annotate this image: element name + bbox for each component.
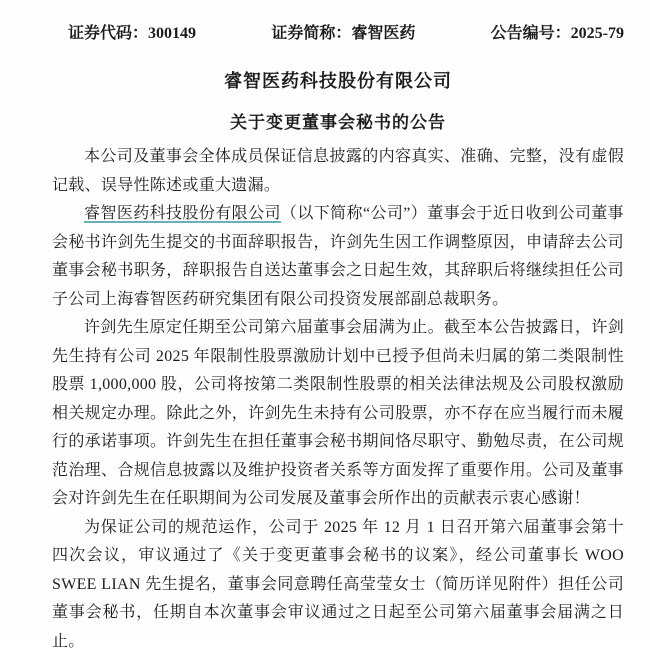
stock-code-value: 300149 (148, 25, 196, 42)
document-header (52, 20, 624, 43)
announcement-body (52, 143, 624, 656)
appointment-paragraph: 为保证公司的规范运作，公司于 2025 年 12 月 1 日召开第六届董事会第十四次会议，审议通过了《关于变更董事会秘书的议案》，经公司董事长 WOO SWEE LIAN 先生提名，董事会同意聘任高莹莹女士（简历详见附件）担任公司董事会秘书，任期自本次董事会审议通过之日起至公司第六届董事会届满之日止。 (52, 514, 624, 656)
shares-paragraph: 许剑先生原定任期至公司第六届董事会届满为止。截至本公告披露日，许剑先生持有公司 2025 年限制性股票激励计划中已授予但尚未归属的第二类限制性股票 1,000,000 股，公司将按第二类限制性股票的相关法律法规及公司股权激励相关规定办理。除此之外，许剑先生未持有公司股票，亦不存在应当履行而未履行的承诺事项。许剑先生在担任董事会秘书期间恪尽职守、勤勉尽责，在公司规范治理、合规信息披露以及维护投资者关系等方面发挥了重要作用。公司及董事会对许剑先生在任职期间为公司发展及董事会所作出的贡献表示衷心感谢！ (52, 314, 624, 514)
stock-code-label: 证券代码： (68, 25, 148, 42)
stock-name (271, 20, 415, 43)
notice-number (491, 20, 624, 43)
stock-name-value: 睿智医药 (351, 25, 415, 42)
resignation-paragraph-text: （以下简称“公司”）董事会于近日收到公司董事会秘书许剑先生提交的书面辞职报告，许剑先生因工作调整原因，申请辞去公司董事会秘书职务，辞职报告自送达董事会之日起生效，其辞职后将继续担任公司子公司上海睿智医药研究集团有限公司投资发展部副总裁职务。 (52, 205, 624, 308)
notice-number-value: 2025-79 (571, 25, 624, 42)
announcement-title: 关于变更董事会秘书的公告 (52, 108, 624, 133)
notice-number-label: 公告编号： (491, 25, 571, 42)
stock-name-label: 证券简称： (271, 25, 351, 42)
underlined-company-name: 睿智医药科技股份有限公司 (84, 205, 281, 222)
resignation-paragraph (52, 200, 624, 314)
stock-code (68, 20, 196, 43)
company-name-title: 睿智医药科技股份有限公司 (52, 67, 624, 93)
disclaimer-paragraph: 本公司及董事会全体成员保证信息披露的内容真实、准确、完整，没有虚假记载、误导性陈述或重大遗漏。 (52, 143, 624, 200)
